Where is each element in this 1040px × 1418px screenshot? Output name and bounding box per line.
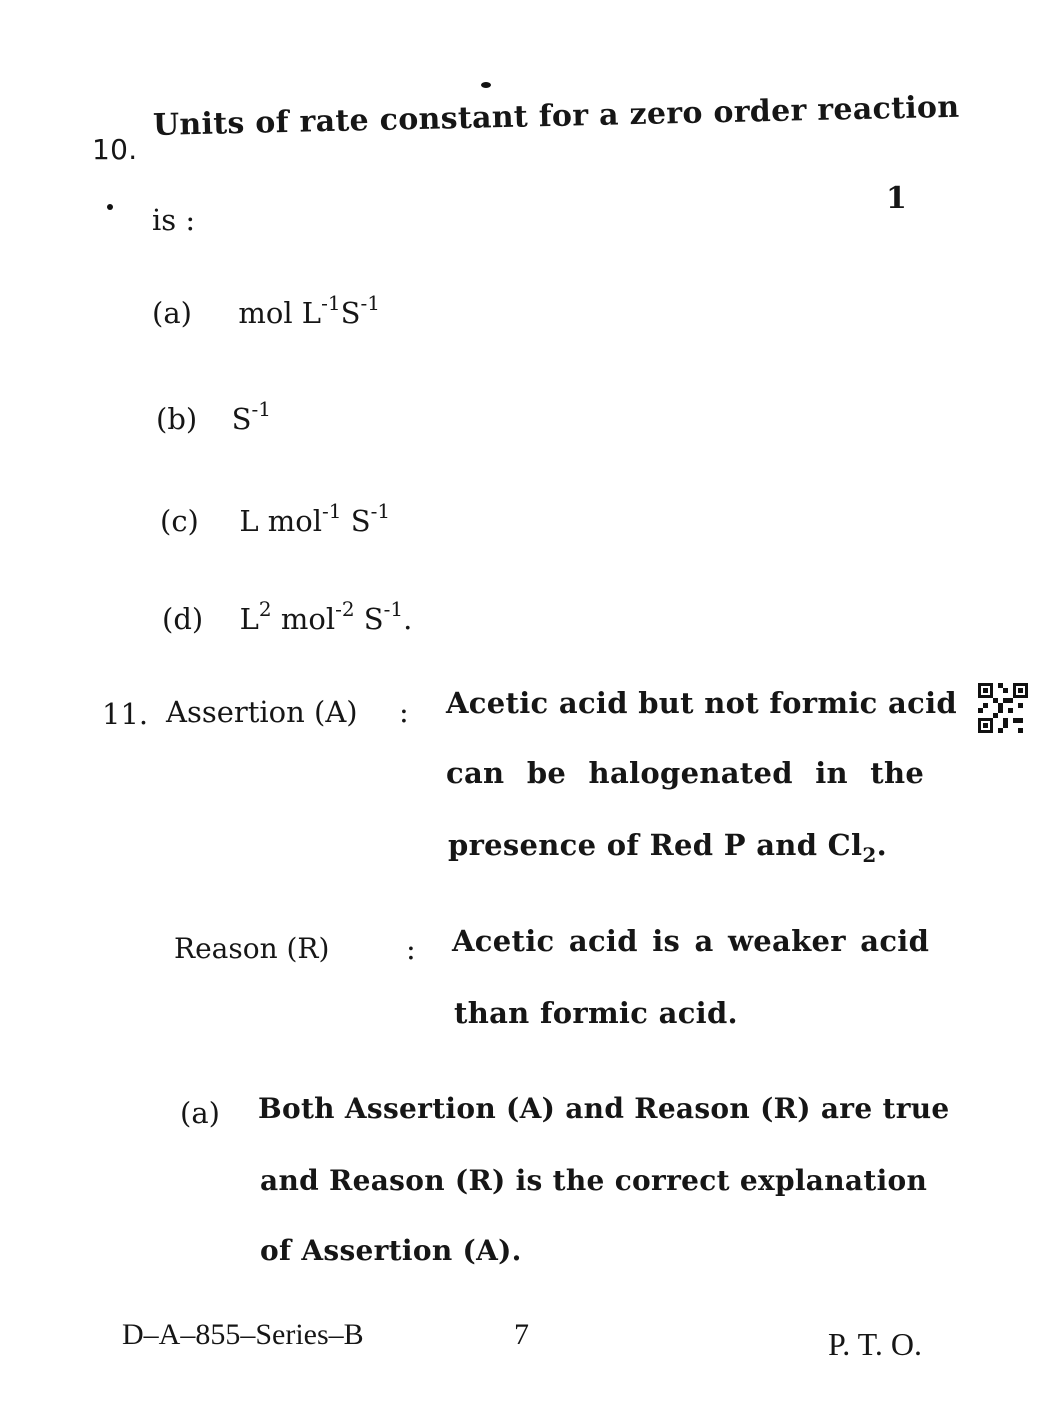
question-number: 10. bbox=[92, 133, 138, 166]
option-label: (c) bbox=[160, 504, 199, 538]
option-text: S bbox=[354, 602, 384, 636]
reason-text-line1: Acetic acid is a weaker acid bbox=[452, 924, 930, 958]
subscript: 2 bbox=[862, 842, 877, 867]
ink-dot bbox=[107, 204, 113, 210]
option-label: (b) bbox=[156, 402, 198, 436]
marks: 1 bbox=[886, 181, 908, 216]
option-a bbox=[152, 291, 380, 330]
option-a-line1: Both Assertion (A) and Reason (R) are true bbox=[258, 1092, 950, 1125]
option-text: mol L bbox=[238, 296, 322, 330]
exponent: -1 bbox=[370, 499, 391, 524]
qr-code-icon bbox=[978, 683, 1028, 733]
assertion-text: presence of Red P and Cl bbox=[448, 828, 863, 862]
please-turn-over: P. T. O. bbox=[828, 1326, 922, 1362]
exponent: 2 bbox=[258, 597, 272, 622]
page-number: 7 bbox=[514, 1318, 529, 1351]
option-b bbox=[156, 397, 271, 436]
option-d bbox=[162, 597, 413, 636]
reason-text-line2: than formic acid. bbox=[454, 996, 738, 1030]
exponent: -2 bbox=[335, 597, 355, 622]
exponent: -1 bbox=[322, 499, 342, 524]
question-stem-continued: is : bbox=[152, 203, 196, 237]
assertion-colon: : bbox=[399, 695, 409, 729]
option-text: mol bbox=[271, 602, 336, 636]
paper-code: D–A–855–Series–B bbox=[122, 1318, 364, 1351]
assertion-label: Assertion (A) bbox=[166, 695, 358, 729]
option-text: . bbox=[403, 602, 413, 636]
ink-dot bbox=[481, 82, 491, 88]
exponent: -1 bbox=[251, 397, 271, 422]
reason-colon: : bbox=[406, 932, 416, 966]
assertion-text-line1: Acetic acid but not formic acid bbox=[446, 686, 957, 720]
assertion-text-line3 bbox=[448, 828, 887, 867]
exponent: -1 bbox=[383, 597, 404, 622]
question-stem: Units of rate constant for a zero order reaction bbox=[152, 89, 960, 143]
option-text: S bbox=[231, 402, 252, 436]
option-text: S bbox=[341, 504, 371, 538]
assertion-text: . bbox=[876, 828, 887, 862]
exponent: -1 bbox=[360, 291, 380, 316]
option-a-line2: and Reason (R) is the correct explanation bbox=[260, 1164, 928, 1197]
assertion-text-line2: can be halogenated in the bbox=[446, 756, 925, 790]
option-label: (d) bbox=[162, 602, 204, 636]
option-a-label: (a) bbox=[180, 1096, 220, 1130]
question-number: 11. bbox=[102, 697, 149, 731]
option-a-line3: of Assertion (A). bbox=[260, 1234, 522, 1267]
exponent: -1 bbox=[321, 291, 341, 316]
option-text: S bbox=[340, 296, 361, 330]
reason-label: Reason (R) bbox=[174, 932, 330, 965]
option-c bbox=[160, 499, 391, 538]
option-text: L bbox=[239, 602, 259, 636]
option-label: (a) bbox=[152, 296, 192, 330]
option-text: L mol bbox=[239, 504, 323, 538]
